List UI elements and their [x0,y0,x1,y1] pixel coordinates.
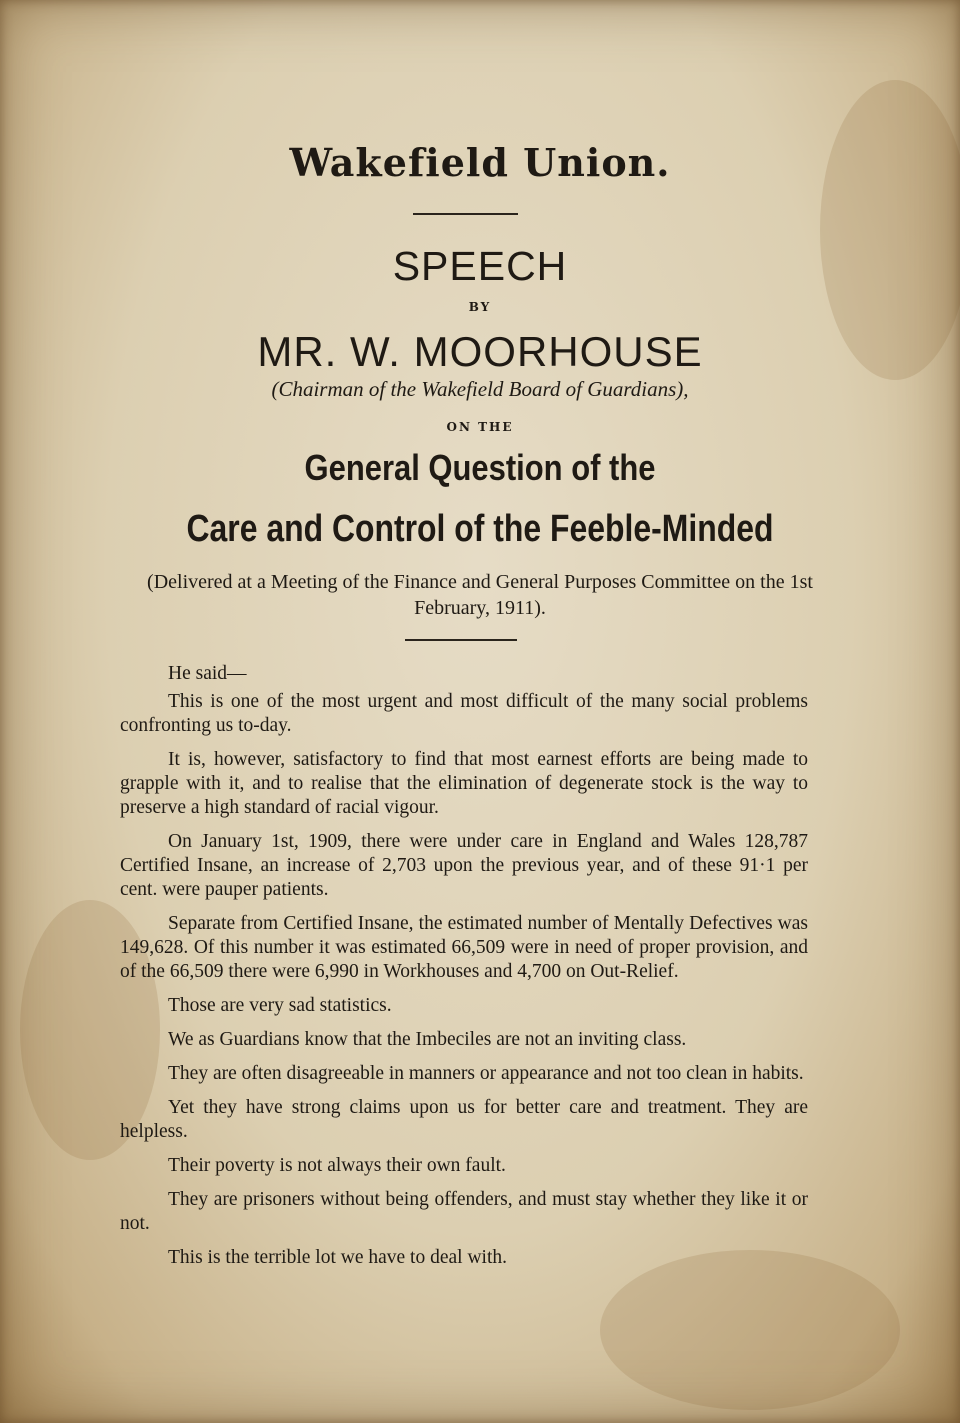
paragraph: On January 1st, 1909, there were under care in England and Wales 128,787 Certified Insane, an increase of 2,703 upon the previous year, and of these 91·1 per cent. were pauper patients. [120,831,808,900]
paragraph: This is the terrible lot we have to deal with. [168,1247,507,1268]
divider-top [413,213,518,215]
paragraph: We as Guardians know that the Imbeciles are not an inviting class. [168,1029,687,1050]
paragraph: They are prisoners without being offenders, and must stay whether they like it or not. [120,1189,808,1234]
title-line-2: Care and Control of the Feeble-Minded [186,508,774,550]
paragraph: They are often disagreeable in manners or appearance and not too clean in habits. [168,1063,804,1084]
union-heading: Wakefield Union. [289,140,671,185]
on-the-label: ON THE [446,420,514,434]
title-line-1: General Question of the [304,447,656,488]
delivered-note: (Delivered at a Meeting of the Finance and General Purposes Committee on the 1st February, 1911). [147,571,813,619]
divider-bottom [405,639,517,641]
paragraph-he-said: He said— [168,663,247,684]
speaker-name: MR. W. MOORHOUSE [257,328,703,375]
paragraph: Separate from Certified Insane, the estimated number of Mentally Defectives was 149,628. Of this number it was estimated 66,509 were in need of proper provision, and of the 66,509 there were 6,990 in Workhouses and 4,700 on Out-Relief. [120,913,808,982]
paragraph: Their poverty is not always their own fault. [168,1155,506,1176]
speech-body [120,662,808,1280]
speech-label: SPEECH [392,243,568,289]
paragraph: This is one of the most urgent and most difficult of the many social problems confronting us to-day. [120,691,808,736]
by-label: BY [468,300,492,314]
paragraph: Yet they have strong claims upon us for better care and treatment. They are helpless. [120,1097,808,1142]
speaker-role: (Chairman of the Wakefield Board of Guardians), [271,377,689,401]
paragraph: Those are very sad statistics. [168,995,392,1016]
paragraph: It is, however, satisfactory to find that most earnest efforts are being made to grapple with it, and to realise that the elimination of degenerate stock is the way to preserve a high standard of racial vigour. [120,749,808,818]
